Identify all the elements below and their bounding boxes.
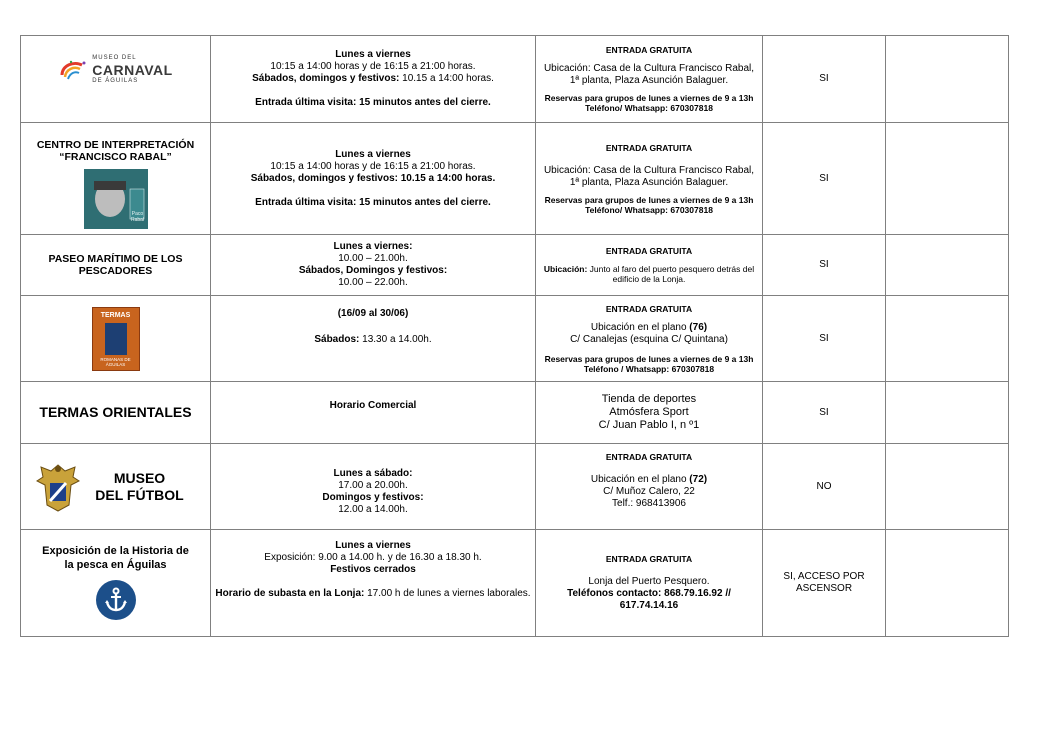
table-row — [21, 530, 1009, 637]
schedule-line-rest: 10.15 a 14:00 horas. — [399, 73, 494, 84]
museo-carnaval-logo — [58, 54, 172, 86]
access-cell: SI — [763, 382, 886, 444]
extra-cell — [886, 382, 1009, 444]
plano-number: (76) — [689, 321, 708, 333]
logo-small-top: MUSEO DEL — [92, 54, 137, 61]
address-text: C/ Canalejas (esquina C/ Quintana) — [570, 333, 728, 345]
termas-logo-subtitle: ROMANAS DE ÁGUILAS — [100, 356, 131, 367]
venue-name-line: la pesca en Águilas — [64, 559, 167, 571]
schedule-line: Entrada última visita: 15 minutos antes del cierre. — [255, 97, 491, 108]
table-row — [21, 123, 1009, 235]
info-cell — [536, 235, 763, 296]
info-cell — [536, 123, 763, 235]
telefono-text: Teléfono/ Whatsapp: 670307818 — [585, 103, 713, 113]
contact-text: Teléfonos contacto: 868.79.16.92 // 617.74.14.16 — [567, 588, 731, 611]
info-line: C/ Juan Pablo I, n º1 — [598, 419, 700, 431]
venue-cell — [21, 382, 211, 444]
info-cell — [536, 444, 763, 530]
venue-cell — [21, 36, 211, 123]
venue-name-line: MUSEO — [113, 469, 166, 486]
schedule-line: Festivos cerrados — [330, 564, 416, 575]
schedule-line: Lunes a viernes: — [333, 241, 413, 252]
schedule-cell — [211, 444, 536, 530]
schedule-cell — [211, 36, 536, 123]
access-cell: SI, ACCESO POR ASCENSOR — [763, 530, 886, 637]
extra-cell — [886, 123, 1009, 235]
carnaval-swirl-icon — [58, 59, 88, 81]
table-row — [21, 235, 1009, 296]
extra-cell — [886, 444, 1009, 530]
anchor-badge — [96, 580, 136, 620]
schedule-line: Entrada última visita: 15 minutos antes del cierre. — [255, 196, 491, 208]
access-cell: NO — [763, 444, 886, 530]
schedule-line: 10.00 – 21.00h. — [338, 253, 408, 264]
column-icon — [105, 323, 127, 355]
schedule-cell — [211, 123, 536, 235]
table-row — [21, 296, 1009, 382]
location-label: Ubicación: — [543, 264, 588, 274]
schedule-line: Lunes a viernes — [335, 540, 411, 551]
plano-text: Ubicación en el plano — [590, 321, 690, 333]
telefono-text: Teléfono / Whatsapp: 670307818 — [583, 363, 715, 374]
schedule-line: (16/09 al 30/06) — [337, 308, 409, 319]
schedule-table — [20, 35, 1009, 637]
eagle-crest-icon — [35, 461, 81, 513]
access-cell: SI — [763, 235, 886, 296]
reservas-text: Reservas para grupos de lunes a viernes de 9 a 13h — [544, 353, 754, 364]
access-cell: SI — [763, 123, 886, 235]
schedule-cell — [211, 235, 536, 296]
location-text: Ubicación: Casa de la Cultura Francisco Rabal, 1ª planta, Plaza Asunción Balaguer. — [543, 164, 755, 188]
info-cell — [536, 296, 763, 382]
venue-name-line: PESCADORES — [78, 265, 153, 277]
schedule-cell — [211, 530, 536, 637]
schedule-line-rest: 13.30 a 14.00h. — [359, 334, 432, 345]
venue-name-line: CENTRO DE INTERPRETACIÓN — [36, 139, 195, 151]
access-cell: SI — [763, 296, 886, 382]
telefono-text: Teléfono/ Whatsapp: 670307818 — [585, 204, 713, 215]
entry-label: ENTRADA GRATUITA — [605, 45, 693, 55]
schedule-cell — [211, 296, 536, 382]
logo-main: CARNAVAL — [92, 61, 173, 78]
venue-cell — [21, 530, 211, 637]
venue-cell — [21, 296, 211, 382]
location-text: Ubicación: Casa de la Cultura Francisco Rabal, 1ª planta, Plaza Asunción Balaguer. — [543, 63, 755, 86]
entry-label: ENTRADA GRATUITA — [605, 303, 693, 314]
venue-cell — [21, 235, 211, 296]
info-cell — [536, 36, 763, 123]
schedule-line: 10.00 – 22.00h. — [338, 277, 408, 288]
address-text: C/ Muñoz Calero, 22 — [603, 486, 695, 497]
venue-name-line: PASEO MARÍTIMO DE LOS — [48, 253, 183, 265]
info-cell — [536, 382, 763, 444]
table-row — [21, 382, 1009, 444]
venue-name: TERMAS ORIENTALES — [39, 404, 192, 420]
table-row — [21, 36, 1009, 123]
extra-cell — [886, 530, 1009, 637]
schedule-cell — [211, 382, 536, 444]
extra-cell — [886, 235, 1009, 296]
schedule-line: Exposición: 9.00 a 14.00 h. y de 16.30 a 18.30 h. — [264, 552, 482, 563]
schedule-line-bold: Sábados: — [314, 334, 360, 345]
plano-text: Ubicación en el plano — [590, 474, 690, 485]
schedule-line: 12.00 a 14.00h. — [338, 504, 408, 515]
table-row — [21, 444, 1009, 530]
schedule-line: Lunes a viernes — [335, 49, 411, 60]
location-text: Junto al faro del puerto pesquero detrás del edificio de la Lonja. — [587, 264, 755, 284]
reservas-text: Reservas para grupos de lunes a viernes de 9 a 13h — [544, 93, 754, 103]
termas-logo-title: TERMAS — [100, 311, 131, 319]
schedule-line-bold: Sábados, domingos y festivos: — [252, 73, 400, 84]
access-cell: SI — [763, 36, 886, 123]
venue-cell — [21, 444, 211, 530]
entry-label: ENTRADA GRATUITA — [605, 246, 693, 256]
extra-cell — [886, 36, 1009, 123]
schedule-line: Horario Comercial — [329, 400, 417, 411]
anchor-icon — [104, 587, 128, 613]
extra-cell — [886, 296, 1009, 382]
schedule-line: Domingos y festivos: — [322, 492, 424, 503]
termas-romanas-logo — [92, 307, 140, 371]
telf-text: Telf.: 968413906 — [612, 498, 686, 509]
logo-small-bottom: DE ÁGUILAS — [92, 77, 139, 84]
schedule-line: 10:15 a 14:00 horas y de 16:15 a 21:00 horas. — [270, 61, 476, 72]
schedule-line: Sábados, domingos y festivos: 10.15 a 14:00 horas. — [250, 172, 496, 184]
reservas-text: Reservas para grupos de lunes a viernes de 9 a 13h — [544, 194, 754, 205]
venue-name-line: “FRANCISCO RABAL” — [59, 151, 172, 163]
schedule-line: Lunes a viernes — [335, 148, 411, 160]
venue-cell — [21, 123, 211, 235]
portrait-caption: Paco Rabal — [130, 211, 145, 223]
schedule-line: 10:15 a 14:00 horas y de 16:15 a 21:00 horas. — [270, 160, 476, 172]
entry-label: ENTRADA GRATUITA — [605, 142, 693, 153]
schedule-line: Lunes a sábado: — [333, 468, 413, 479]
schedule-line-bold: Horario de subasta en la Lonja: — [215, 588, 365, 599]
info-cell — [536, 530, 763, 637]
entry-label: ENTRADA GRATUITA — [605, 554, 693, 564]
venue-name-line: Exposición de la Historia de — [42, 545, 189, 557]
info-line: Atmósfera Sport — [609, 406, 689, 418]
schedule-line: 17.00 a 20.00h. — [338, 480, 408, 491]
venue-name-line: DEL FÚTBOL — [95, 486, 184, 503]
plano-number: (72) — [689, 474, 708, 485]
francisco-rabal-portrait — [84, 169, 148, 229]
schedule-line: Sábados, Domingos y festivos: — [298, 265, 448, 276]
entry-label: ENTRADA GRATUITA — [605, 452, 693, 462]
place-text: Lonja del Puerto Pesquero. — [588, 576, 710, 587]
schedule-line-rest: 17.00 h de lunes a viernes laborales. — [364, 588, 531, 599]
info-line: Tienda de deportes — [601, 393, 697, 405]
